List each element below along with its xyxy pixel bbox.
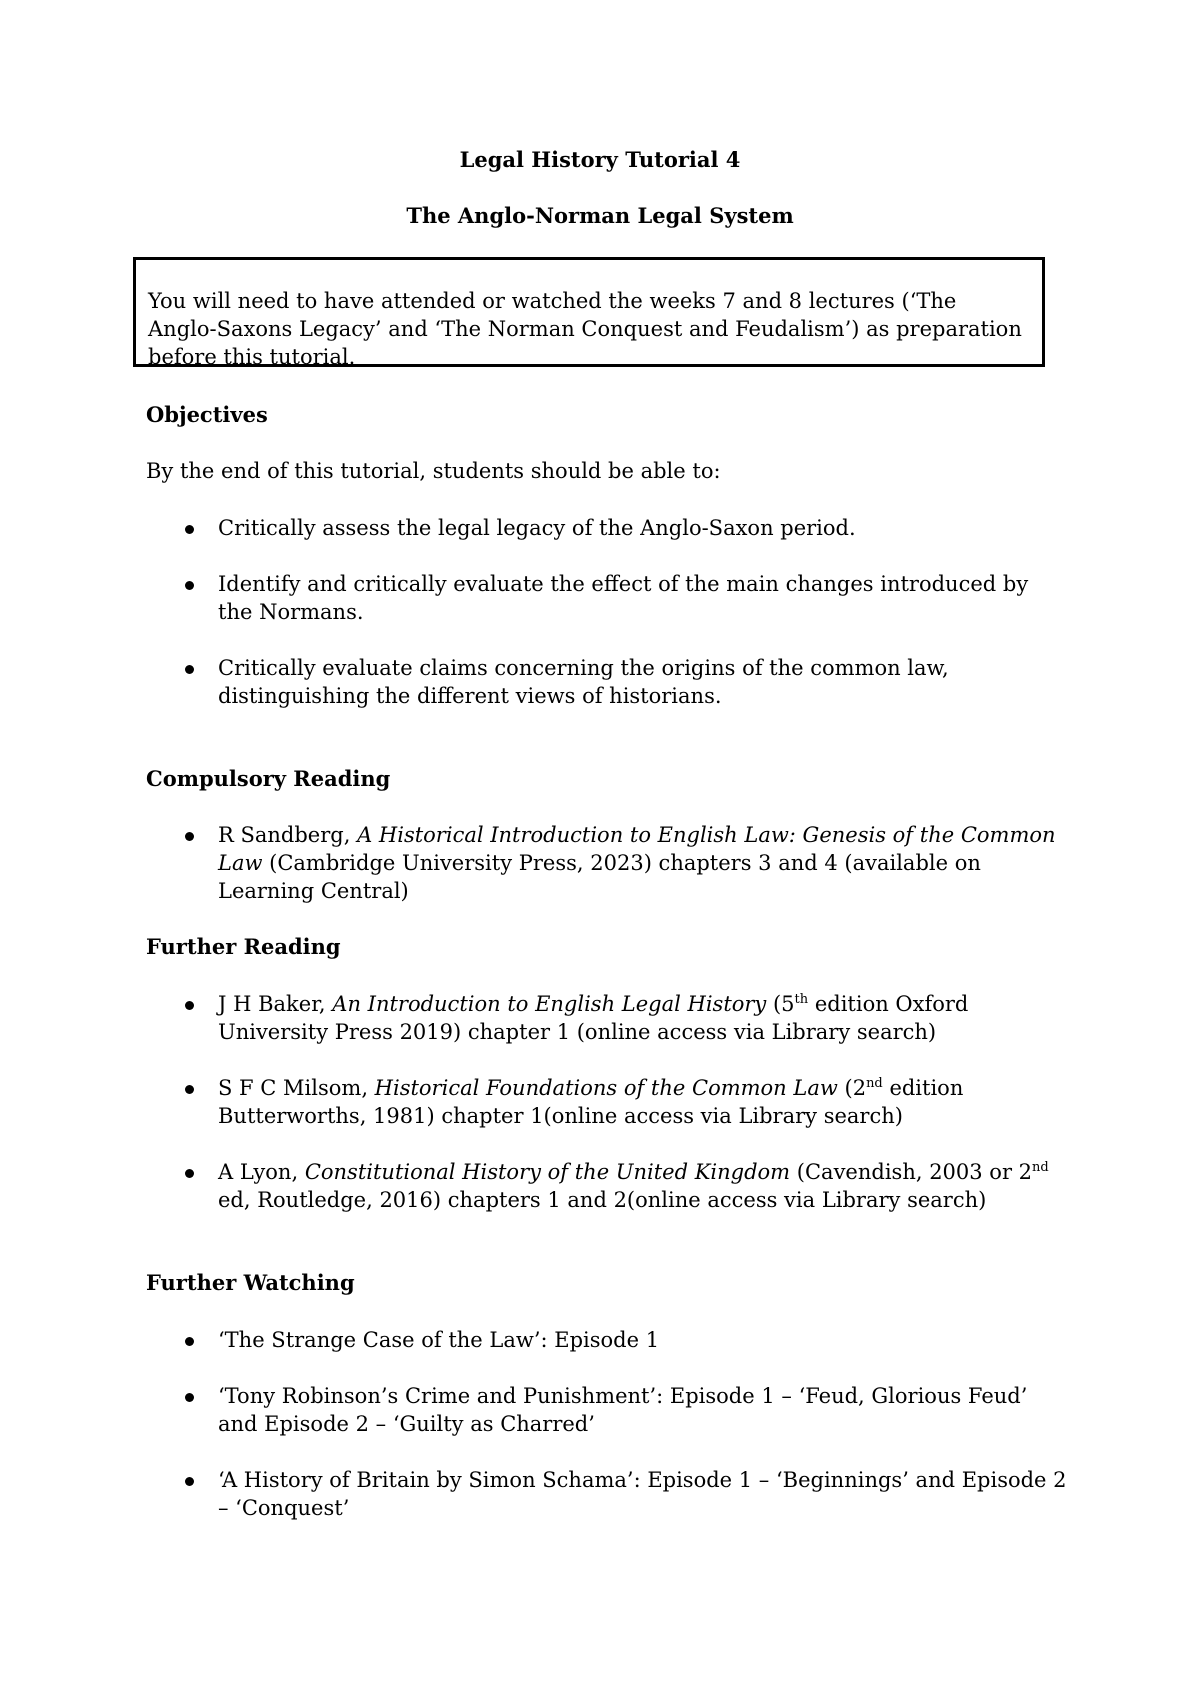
bullet-icon [185,581,194,590]
citation-title: Historical Foundations of the Common Law [374,1076,838,1100]
objective-text: Identify and critically evaluate the effect of the main changes introduced by the Normans. [218,572,1029,624]
document-title: Legal History Tutorial 4 [459,147,741,172]
objective-text: Critically assess the legal legacy of the Anglo-Saxon period. [218,516,856,540]
citation-details: (Cavendish, 2003 or 2 [790,1160,1033,1184]
citation-author: J H Baker, [218,992,333,1016]
citation-details: (2 [837,1076,867,1100]
citation-details: ed, Routledge, 2016) chapters 1 and 2(online access via Library search) [218,1188,987,1212]
citation-title: Constitutional History of the United Kingdom [304,1160,791,1184]
bullet-icon [185,832,194,841]
reading-citation [218,1074,1068,1130]
compulsory-reading-heading: Compulsory Reading [146,766,391,791]
bullet-icon [185,1169,194,1178]
bullet-icon [185,525,194,534]
citation-ordinal: th [794,992,809,1007]
citation-ordinal: nd [1032,1160,1049,1175]
citation-details: edition Butterworths, 1981) chapter 1(online access via Library search) [218,1076,964,1128]
citation-author: A Lyon, [218,1160,305,1184]
reading-citation [218,990,1068,1046]
document-subtitle: The Anglo-Norman Legal System [406,203,794,228]
bullet-icon [185,1477,194,1486]
citation-title: A Historical Introduction to English Law: Genesis of the Common Law [218,823,1056,875]
reading-citation [218,821,1068,905]
citation-author: R Sandberg, [218,823,358,847]
citation-details: (Cambridge University Press, 2023) chapters 3 and 4 (available on Learning Central) [218,851,981,903]
further-reading-heading: Further Reading [146,934,341,959]
citation-details: edition Oxford University Press 2019) chapter 1 (online access via Library search) [218,992,969,1044]
citation-title: An Introduction to English Legal History [332,992,767,1016]
further-watching-heading: Further Watching [146,1270,355,1295]
objective-text: Critically evaluate claims concerning the origins of the common law, distinguishing the different views of historians. [218,656,949,708]
bullet-icon [185,1337,194,1346]
objectives-heading: Objectives [146,402,268,427]
citation-ordinal: nd [866,1076,883,1091]
bullet-icon [185,665,194,674]
watching-text: ‘The Strange Case of the Law’: Episode 1 [218,1328,660,1352]
watching-text: ‘Tony Robinson’s Crime and Punishment’: Episode 1 – ‘Feud, Glorious Feud’ and Episode 2 – ‘Guilty as Charred’ [218,1384,1028,1436]
objectives-intro: By the end of this tutorial, students should be able to: [146,459,721,483]
bullet-icon [185,1001,194,1010]
reading-citation [218,1158,1068,1214]
citation-details: (5 [766,992,795,1016]
preparation-notice-box [133,257,1045,367]
citation-author: S F C Milsom, [218,1076,375,1100]
bullet-icon [185,1393,194,1402]
watching-text: ‘A History of Britain by Simon Schama’: Episode 1 – ‘Beginnings’ and Episode 2 – ‘Conquest’ [218,1468,1067,1520]
bullet-icon [185,1085,194,1094]
preparation-notice-text: You will need to have attended or watched the weeks 7 and 8 lectures (‘The Anglo-Saxons Legacy’ and ‘The Norman Conquest and Feudalism’) as preparation before this tutorial. [148,289,1022,369]
